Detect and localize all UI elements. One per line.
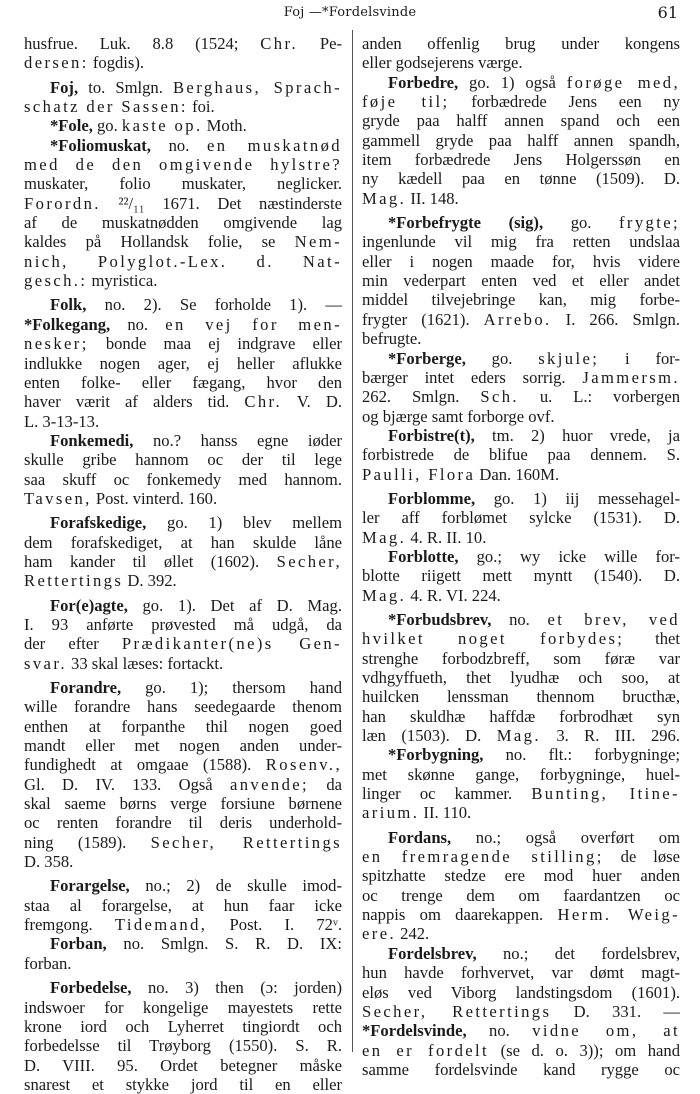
text-segment: no. <box>491 609 548 629</box>
text-line <box>24 596 342 615</box>
text-segment: go. 1) blev mellem <box>146 513 342 533</box>
text-line <box>362 290 680 309</box>
text-segment: fogdis). <box>88 53 145 73</box>
text-line <box>362 828 680 847</box>
text-segment: huilcken lenssman thennom bructhæ, <box>362 687 680 707</box>
spaced-text: Tidemand, <box>114 915 208 935</box>
text-line <box>24 1036 342 1055</box>
spaced-text: arium. <box>362 803 420 823</box>
spaced-text: svar. <box>24 653 67 673</box>
text-segment: no. <box>150 135 208 155</box>
headword: Fordelsbrev, <box>388 943 477 963</box>
text-line <box>362 586 680 605</box>
text-line <box>24 489 342 508</box>
text-line <box>362 150 680 169</box>
text-segment: item forbædrede Jens Holgerssøn en <box>362 150 680 170</box>
text-segment: oc renten forandre til deris underhold- <box>24 813 342 833</box>
text-segment: vdhgyffueth, thet lyudhæ och soo, at <box>362 668 680 687</box>
text-segment: II. 148. <box>406 188 459 208</box>
text-line <box>24 794 342 813</box>
text-line <box>24 571 342 590</box>
text-segment: eløs ved Viborg landstingsdom (1601). <box>362 982 680 1002</box>
text-line <box>24 954 342 973</box>
text-segment: mandt eller met nogen anden under- <box>24 736 342 756</box>
text-segment: D. VIII. 95. Ordet betegner måske <box>24 1055 342 1075</box>
spaced-text: Sch. <box>480 387 519 407</box>
text-line <box>24 775 342 794</box>
text-line <box>362 53 680 72</box>
headword: *Foliomuskat, <box>50 135 151 155</box>
left-column <box>24 34 342 1094</box>
text-line <box>362 73 680 92</box>
text-segment: forban. <box>24 953 72 973</box>
spaced-text: vidne om, at <box>532 1021 680 1041</box>
text-line <box>24 852 342 871</box>
text-line <box>362 924 680 943</box>
spaced-text: Mag. <box>362 188 407 208</box>
text-segment: tm. 2) huor vrede, ja <box>474 425 680 445</box>
text-segment: skal saeme børns verge forsiune børnene <box>24 794 342 814</box>
text-line <box>24 697 342 716</box>
text-segment: forbædrede Jens een ny <box>449 92 680 112</box>
headword: Fordans, <box>388 827 452 847</box>
spaced-text: Nem- <box>294 232 342 252</box>
spaced-text: Mag. <box>496 726 541 746</box>
text-segment: ning (1589). <box>24 832 151 852</box>
text-segment: myristica. <box>87 271 158 291</box>
text-segment: Pe- <box>298 34 342 53</box>
text-line <box>24 978 342 997</box>
text-line <box>362 668 680 687</box>
text-line <box>24 934 342 953</box>
text-line <box>24 213 342 232</box>
text-line <box>362 784 680 803</box>
headword: *Fole, <box>50 116 93 136</box>
text-segment: kaldes på Hollandsk folie, se <box>24 232 295 252</box>
text-line <box>362 252 680 271</box>
headword: Forban, <box>50 934 107 954</box>
spaced-text: schatz der Sassen: <box>24 97 188 117</box>
text-segment: go. <box>543 213 620 233</box>
text-line <box>24 174 342 193</box>
text-segment: hun havde forhvervet, var dømt magt- <box>362 963 680 983</box>
spaced-text: Chr. <box>244 392 283 412</box>
headword: Fonkemedi, <box>50 430 134 450</box>
text-segment: indlukke nogen ager, ej heller aflukke <box>24 353 342 373</box>
headword: Folk, <box>50 295 87 315</box>
spaced-text: Rosenv., <box>265 755 342 775</box>
text-segment: der efter <box>24 634 122 654</box>
text-line <box>362 465 680 484</box>
text-line <box>362 566 680 585</box>
spaced-text: forøge med, <box>566 72 681 92</box>
spaced-text: et brev, ved <box>547 609 680 629</box>
text-line <box>24 354 342 373</box>
text-line <box>362 765 680 784</box>
text-segment: 33 skal læses: fortackt. <box>66 653 224 673</box>
text-segment: met skønne gange, forbygninge, huel- <box>362 764 680 784</box>
text-segment: gammell gryde paa halff annen spandh, <box>362 130 680 150</box>
text-line <box>24 78 342 97</box>
text-line <box>362 847 680 866</box>
text-segment: da <box>309 774 342 794</box>
text-line <box>362 610 680 629</box>
headword: Forbistre(t), <box>388 425 475 445</box>
text-segment: L. 3-13-13. <box>24 411 100 431</box>
spaced-text: skjule; <box>538 348 600 368</box>
headword: *Folkegang, <box>24 314 111 334</box>
text-segment: no.; også overført om <box>451 827 680 847</box>
spaced-text: Chr. <box>260 34 299 53</box>
text-line <box>362 407 680 426</box>
text-segment: læn (1503). D. <box>362 726 497 746</box>
text-segment: I. 93 anførte prøvested må udgå, da <box>24 614 342 634</box>
text-segment: indswoer for kongelige mayestets rette <box>24 997 342 1017</box>
text-line <box>24 915 342 934</box>
spaced-text: nesker; <box>24 334 89 354</box>
spaced-text: Forordn. <box>24 193 101 213</box>
text-segment: Moth. <box>202 116 247 136</box>
headword: *Forberge, <box>388 348 466 368</box>
column-divider <box>352 30 353 1052</box>
text-line <box>24 450 342 469</box>
text-line <box>24 634 342 653</box>
text-line <box>24 412 342 431</box>
text-line <box>24 232 342 251</box>
text-line <box>362 726 680 745</box>
text-line <box>24 1017 342 1036</box>
spaced-text: med de den omgivende hylstre? <box>24 155 342 175</box>
text-line <box>24 678 342 697</box>
text-segment: no. Smlgn. S. R. D. IX: <box>106 934 342 954</box>
text-line <box>24 334 342 353</box>
spaced-text: hvilket noget forbydes; <box>362 629 625 649</box>
text-segment: go. <box>92 116 122 136</box>
text-segment: I. 266. Smlgn. <box>551 309 680 329</box>
text-line <box>24 533 342 552</box>
text-segment: forbedelsse til Trøyborg (1550). S. R. <box>24 1036 342 1056</box>
headword: *Fordelsvinde, <box>362 1021 467 1041</box>
text-segment: foi. <box>187 97 215 117</box>
text-segment: Dan. 160M. <box>475 464 560 484</box>
spaced-text: en er fordelt <box>362 1040 490 1060</box>
spaced-text: anvende; <box>229 774 310 794</box>
text-segment: enten folke- eller fægang, hvor den <box>24 372 342 392</box>
text-segment: oc trenge dem om faardantzen oc <box>362 885 680 905</box>
text-segment: (se d. o. 3)); om hand <box>489 1040 680 1060</box>
text-segment: 262. Smlgn. <box>362 387 481 407</box>
text-segment: saa skuff oc fonkemedy med hannom. <box>24 469 342 489</box>
text-line <box>362 92 680 111</box>
spaced-text: frygte; <box>619 213 681 233</box>
text-segment: staa al forargelse, at hun faar icke <box>24 895 342 915</box>
text-segment: linger oc kammer. <box>362 784 532 804</box>
text-segment: anden offenlig brug under kongens <box>362 34 680 53</box>
text-segment: dem forafskediget, at han skulde låne <box>24 532 342 552</box>
text-line <box>24 1056 342 1075</box>
spaced-text: Arrebo. <box>483 309 552 329</box>
text-line <box>362 1041 680 1060</box>
text-line <box>24 717 342 736</box>
text-line <box>24 615 342 634</box>
text-line <box>24 998 342 1017</box>
text-line <box>362 34 680 53</box>
text-line <box>362 944 680 963</box>
text-segment: de løse <box>603 847 680 867</box>
spaced-text: Bunting, Itine- <box>531 784 680 804</box>
headword: Forblomme, <box>388 488 476 508</box>
text-segment: ham kander til øllet (1602). <box>24 551 277 571</box>
spaced-text: Mag. <box>362 527 407 547</box>
text-segment: no. <box>110 314 166 334</box>
text-segment: thet <box>624 629 680 649</box>
text-segment: fundighedt at omgaae (1588). <box>24 755 266 775</box>
text-line <box>24 470 342 489</box>
text-line <box>362 866 680 885</box>
text-segment: no. flt.: forbygninge; <box>483 745 680 765</box>
text-segment: bærger intet eders sorrig. <box>362 367 583 387</box>
text-line <box>362 1021 680 1040</box>
text-segment: gryde paa halff annen spand och een <box>362 111 680 131</box>
text-line <box>362 629 680 648</box>
text-segment: D. 392. <box>123 571 177 591</box>
text-line <box>24 813 342 832</box>
text-segment: 4. R. II. 10. <box>406 527 487 547</box>
text-line <box>362 189 680 208</box>
text-segment: samme fordelsvinde kand rygge oc <box>362 1059 680 1079</box>
text-segment: go. 1); thersom hand <box>121 678 342 697</box>
text-segment: eller godsejerens værge. <box>362 53 523 73</box>
text-line <box>362 387 680 406</box>
text-line <box>362 445 680 464</box>
text-line <box>24 876 342 895</box>
headword: Forargelse, <box>50 876 130 896</box>
text-line <box>24 552 342 571</box>
spaced-text: en fremragende stilling; <box>362 847 604 867</box>
text-line <box>24 513 342 532</box>
text-segment: bonde maa ej indgrave eller <box>88 334 342 354</box>
spaced-text: Paulli, Flora <box>362 464 476 484</box>
text-segment: skulle gribe hannom oc der til lege <box>24 450 342 470</box>
text-line <box>24 116 342 135</box>
text-line <box>24 654 342 673</box>
text-segment: ²²/₁₁ 1671. Det næstinderste <box>100 193 342 213</box>
text-segment: Gl. D. IV. 133. Også <box>24 774 230 794</box>
text-segment: strenghe forbodzbreff, som føræ var <box>362 648 680 668</box>
text-segment: ny kædell paa en tønne (1509). D. <box>362 169 680 189</box>
text-segment: no.? hanss egne iøder <box>133 430 342 450</box>
headword: Forafskedige, <box>50 513 147 533</box>
text-line <box>24 755 342 774</box>
text-segment: snarest et stykke jord til en eller <box>24 1074 342 1094</box>
spaced-text: føje til; <box>362 92 450 112</box>
spaced-text: Secher, <box>276 551 342 571</box>
text-segment: forbistrede de blifue paa dennem. S. <box>362 445 680 465</box>
text-line <box>362 213 680 232</box>
text-segment: wille forandre hans seedegaarde thenom <box>24 697 342 717</box>
text-line <box>362 905 680 924</box>
text-segment: haver værit af alders tid. <box>24 392 245 412</box>
text-line <box>362 803 680 822</box>
text-segment: enthen at forpanthe thil nogen goed <box>24 716 342 736</box>
text-line <box>362 271 680 290</box>
text-line <box>362 687 680 706</box>
text-segment: i for- <box>599 348 680 368</box>
spaced-text: Tavsen, <box>24 488 92 508</box>
headword: Forbedelse, <box>50 978 132 998</box>
text-line <box>362 1060 680 1079</box>
text-line <box>24 833 342 852</box>
text-line <box>24 1075 342 1094</box>
text-line <box>24 194 342 213</box>
text-line <box>362 886 680 905</box>
spaced-text: en muskatnød <box>207 135 342 155</box>
text-line <box>362 963 680 982</box>
text-segment: middel tilvejebringe kan, mig forbe- <box>362 290 680 310</box>
text-segment: to. Smlgn. <box>78 77 173 97</box>
text-line <box>362 528 680 547</box>
text-line <box>24 271 342 290</box>
spaced-text: Secher, Rettertings <box>150 832 342 852</box>
text-segment: go.; wy icke wille for- <box>458 546 680 566</box>
spaced-text: Prædikanter(ne)s Gen- <box>121 634 342 654</box>
text-line <box>362 983 680 1002</box>
spaced-text: Herm. Weig- <box>557 905 680 925</box>
text-line <box>362 169 680 188</box>
headword: For(e)agte, <box>50 595 128 615</box>
text-segment: V. D. <box>282 392 342 412</box>
text-line <box>362 489 680 508</box>
text-segment: no. <box>466 1021 533 1041</box>
text-segment: go. <box>465 348 539 368</box>
text-line <box>24 373 342 392</box>
text-segment: frygter (1621). <box>362 309 484 329</box>
text-segment: nappis om daarekappen. <box>362 905 558 925</box>
text-line <box>362 547 680 566</box>
text-line <box>24 295 342 314</box>
text-segment: ler aff forblømet sylcke (1531). D. <box>362 508 680 528</box>
text-segment: go. 1) også <box>458 72 567 92</box>
text-segment: no.; 2) de skulle imod- <box>129 876 342 896</box>
text-segment: spitzhatte stedze ere mod huer anden <box>362 866 680 886</box>
spaced-text: Mag. <box>362 585 407 605</box>
headword: Forbedre, <box>388 72 459 92</box>
text-line <box>362 349 680 368</box>
text-segment: II. 110. <box>419 803 472 823</box>
text-line <box>362 329 680 348</box>
page-number: 61 <box>657 3 678 22</box>
text-line <box>24 53 342 72</box>
text-line <box>362 508 680 527</box>
page-header <box>0 0 700 26</box>
text-line <box>24 136 342 155</box>
text-segment: han skuldhæ haffdæ forbrodhæt syn <box>362 706 680 726</box>
text-segment: go. 1) iij messehagel- <box>475 488 680 508</box>
text-line <box>24 97 342 116</box>
text-segment: blotte riigett mett myntt (1540). D. <box>362 566 680 586</box>
text-line <box>24 392 342 411</box>
spaced-text: dersen: <box>24 53 89 73</box>
text-segment: min vederpart enten ved et eller andet <box>362 271 680 291</box>
spaced-text: ere. <box>362 924 397 944</box>
text-line <box>362 131 680 150</box>
text-line <box>362 707 680 726</box>
headword: Forblotte, <box>388 546 459 566</box>
text-line <box>24 736 342 755</box>
spaced-text: kaste op. <box>121 116 203 136</box>
headword: Forandre, <box>50 678 122 697</box>
headword: Foj, <box>50 77 79 97</box>
text-segment: befrugte. <box>362 329 422 349</box>
spaced-text: en vej for men- <box>165 314 342 334</box>
spaced-text: Jammersm. <box>582 367 680 387</box>
text-segment: muskater, folio muskater, neglicker. <box>24 174 342 194</box>
text-line <box>24 896 342 915</box>
running-title: Foj —*Fordelsvinde <box>283 5 417 20</box>
text-segment: og bjærge samt forborge ovf. <box>362 406 555 426</box>
text-segment: af de muskatnødden omgivende lag <box>24 213 342 233</box>
text-line <box>362 232 680 251</box>
text-line <box>362 649 680 668</box>
right-column <box>362 34 680 1079</box>
text-line <box>362 426 680 445</box>
text-line <box>24 431 342 450</box>
text-segment: husfrue. Luk. 8.8 (1524; <box>24 34 261 53</box>
text-segment: krone iord och Lyherret tingiordt och <box>24 1016 342 1036</box>
text-segment: eller i nogen maade for, hvis videre <box>362 251 680 271</box>
spaced-text: Secher, Rettertings <box>362 1001 552 1021</box>
text-line <box>362 1002 680 1021</box>
text-segment: no. 2). Se forholde 1). — <box>86 295 342 315</box>
text-segment: no. 3) then (ɔ: jorden) <box>131 978 342 998</box>
text-line <box>362 745 680 764</box>
text-segment: go. 1). Det af D. Mag. <box>127 595 342 615</box>
text-segment: 242. <box>396 924 430 944</box>
text-segment: ingenlunde vil mig fra retten undslaa <box>362 232 680 252</box>
text-segment: fremgong. <box>24 915 115 935</box>
spaced-text: Berghaus, Sprach- <box>172 77 342 97</box>
text-line <box>24 252 342 271</box>
spaced-text: gesch.: <box>24 271 88 291</box>
text-segment: 3. R. III. 296. <box>540 726 680 746</box>
headword: *Forbefrygte (sig), <box>388 213 544 233</box>
spaced-text: nich, Polyglot.-Lex. d. Nat- <box>24 251 342 271</box>
headword: *Forbygning, <box>388 745 484 765</box>
text-line <box>24 155 342 174</box>
text-line <box>362 368 680 387</box>
text-line <box>362 310 680 329</box>
text-segment: D. 358. <box>24 852 74 872</box>
spaced-text: Rettertings <box>24 571 124 591</box>
text-line <box>24 34 342 53</box>
text-line <box>24 315 342 334</box>
text-segment: u. L.: vorbergen <box>518 387 680 407</box>
headword: *Forbudsbrev, <box>388 609 492 629</box>
text-line <box>362 111 680 130</box>
text-segment: 4. R. VI. 224. <box>406 585 501 605</box>
text-segment: Post. vinterd. 160. <box>91 488 218 508</box>
text-segment: D. 331. — <box>551 1001 680 1021</box>
text-segment: no.; det fordelsbrev, <box>476 943 680 963</box>
text-segment: Post. I. 72ᵛ. <box>207 915 342 935</box>
